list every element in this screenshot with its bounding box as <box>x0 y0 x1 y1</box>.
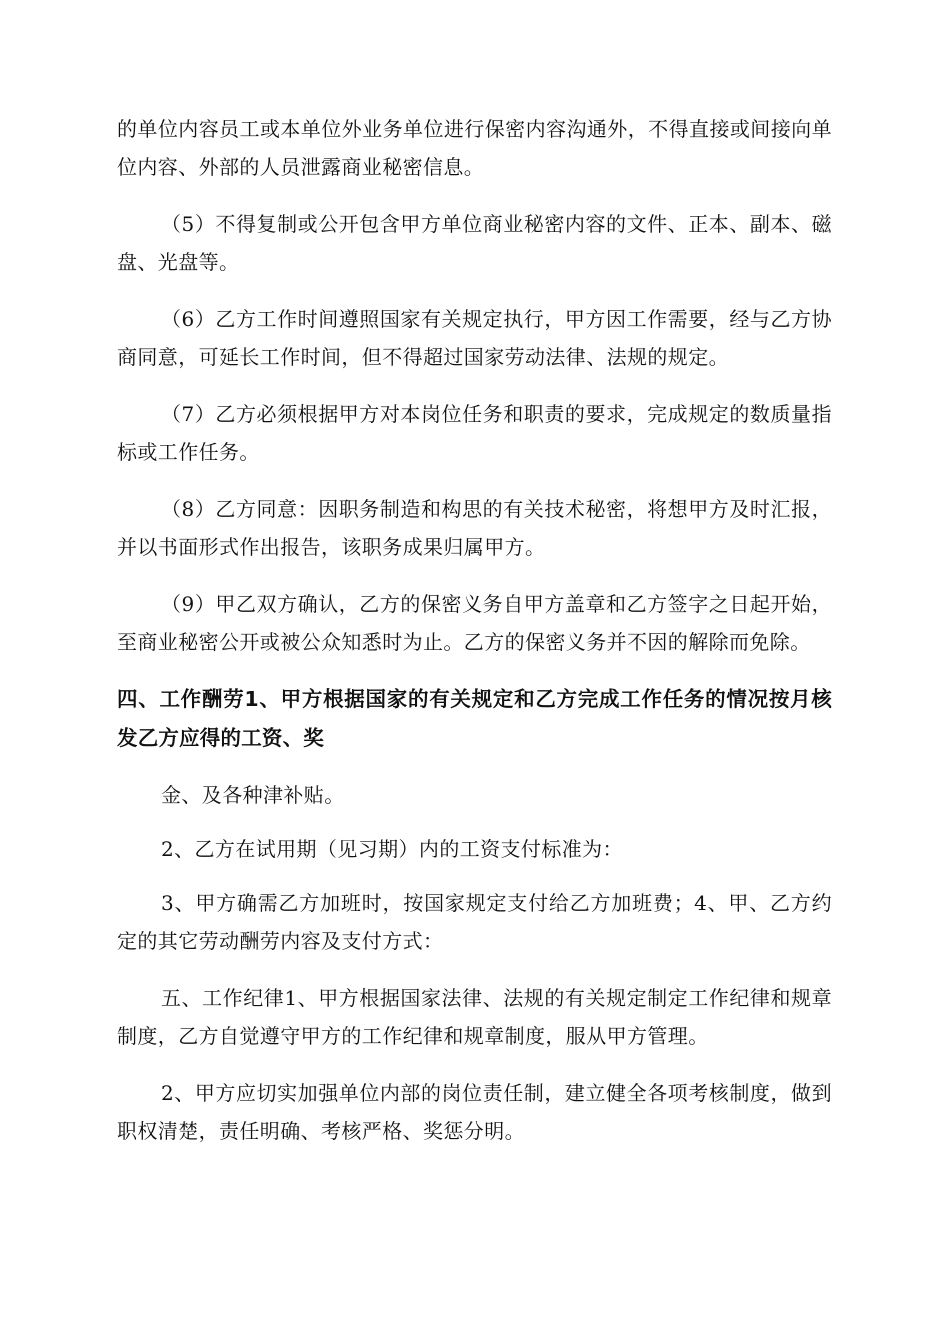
paragraph-work-discipline: 五、工作纪律1、甲方根据国家法律、法规的有关规定制定工作纪律和规章制度，乙方自觉遵守甲方的工作纪律和规章制度，服从甲方管理。 <box>117 986 832 1048</box>
paragraph-responsibility-system: 2、甲方应切实加强单位内部的岗位责任制，建立健全各项考核制度，做到职权清楚，责任明确、考核严格、奖惩分明。 <box>117 1081 832 1143</box>
paragraph-probation-pay: 2、乙方在试用期（见习期）内的工资支付标准为： <box>161 837 623 861</box>
paragraph-clause-8: （8）乙方同意：因职务制造和构思的有关技术秘密，将想甲方及时汇报，并以书面形式作出报告，该职务成果归属甲方。 <box>117 497 832 559</box>
paragraph-clause-9: （9）甲乙双方确认，乙方的保密义务自甲方盖章和乙方签字之日起开始，至商业秘密公开或被公众知悉时为止。乙方的保密义务并不因的解除而免除。 <box>117 592 832 654</box>
document-body <box>117 110 832 1169</box>
section-heading-compensation: 四、工作酬劳1、甲方根据国家的有关规定和乙方完成工作任务的情况按月核发乙方应得的工资、奖 <box>117 687 832 750</box>
paragraph-clause-5: （5）不得复制或公开包含甲方单位商业秘密内容的文件、正本、副本、磁盘、光盘等。 <box>117 212 832 274</box>
paragraph-clause-6: （6）乙方工作时间遵照国家有关规定执行，甲方因工作需要，经与乙方协商同意，可延长工作时间，但不得超过国家劳动法律、法规的规定。 <box>117 307 832 369</box>
paragraph-clause-7: （7）乙方必须根据甲方对本岗位任务和职责的要求，完成规定的数质量指标或工作任务。 <box>117 402 832 464</box>
paragraph-allowances: 金、及各种津补贴。 <box>161 783 345 807</box>
paragraph-continuation: 的单位内容员工或本单位外业务单位进行保密内容沟通外，不得直接或间接向单位内容、外部的人员泄露商业秘密信息。 <box>117 117 832 179</box>
paragraph-overtime-pay: 3、甲方确需乙方加班时，按国家规定支付给乙方加班费；4、甲、乙方约定的其它劳动酬劳内容及支付方式： <box>117 891 832 953</box>
